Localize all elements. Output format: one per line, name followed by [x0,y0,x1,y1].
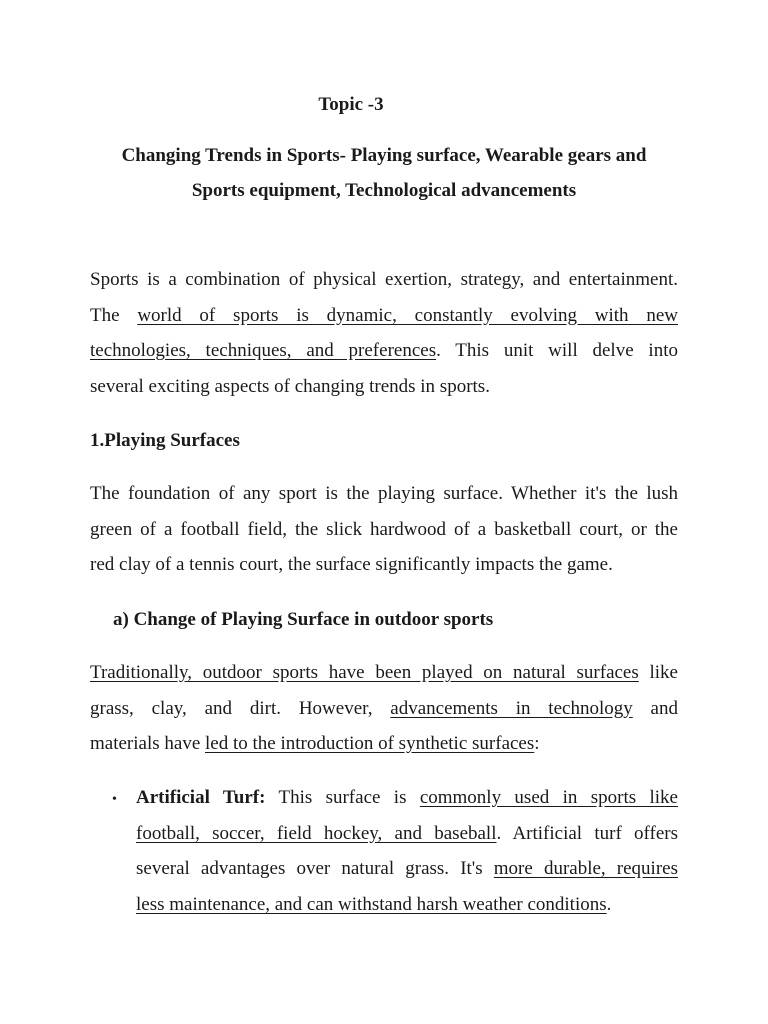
underlined-text: more durable, requires [493,858,678,879]
topic-label: Topic -3 [318,94,384,115]
od-line-1 [90,655,678,691]
bold-label: Artificial Turf: [136,787,266,808]
bt-line-2 [136,816,678,852]
underlined-text: less maintenance, and can withstand harsh weather conditions [136,893,607,915]
subsection-heading-outdoor: a) Change of Playing Surface in outdoor sports [113,609,494,630]
od-line-3 [90,726,678,762]
intro-paragraph [90,262,678,404]
intro-line-4 [90,369,678,405]
text-run: : [534,733,540,754]
title-line-2: Sports equipment, Technological advancements [191,180,577,201]
text-run: . Artificial turf offers [496,822,678,844]
intro-line-1 [90,262,678,298]
text-run: red clay of a tennis court, the surface significantly impacts the game. [90,554,613,575]
intro-line-3 [90,333,678,369]
section-heading-playing-surfaces: 1.Playing Surfaces [90,430,240,451]
underlined-text: Traditionally, outdoor sports have been played on natural surfaces [90,662,639,683]
ps-line-1 [90,476,678,512]
bullet-marker: • [112,792,117,807]
underlined-text: advancements in technology [390,697,633,719]
text-run: like [638,662,678,683]
intro-line-2 [90,298,678,334]
text-run: grass, clay, and dirt. However, [90,697,391,719]
text-run: green of a football field, the slick hardwood of a basketball court, or the [90,518,678,540]
text-run: several advantages over natural grass. It's [136,858,494,879]
outdoor-paragraph [90,655,678,762]
ps-line-3 [90,547,678,583]
ps-line-2 [90,512,678,548]
underlined-text: football, soccer, field hockey, and baseball [136,822,497,844]
bt-line-3 [136,851,678,887]
page-title [96,138,672,208]
text-run: Sports is a combination of physical exertion, strategy, and entertainment. [90,269,678,290]
od-line-2 [90,691,678,727]
text-run: . [606,893,612,915]
underlined-text: technologies, techniques, and preferences [90,340,437,361]
underlined-text: world of sports is dynamic, constantly evolving with new [137,304,678,326]
playing-surfaces-paragraph [90,476,678,583]
text-run: several exciting aspects of changing trends in sports. [90,375,490,397]
text-run: materials have [90,733,206,754]
underlined-text: commonly used in sports like [419,787,678,808]
bt-line-4 [136,887,678,923]
underlined-text: led to the introduction of synthetic surfaces [205,733,535,754]
text-run: The [90,304,138,326]
bullet-artificial-turf [136,780,678,922]
text-run: This surface is [265,787,420,808]
title-line-1: Changing Trends in Sports- Playing surface, Wearable gears and [121,145,647,166]
text-run: and [632,697,678,719]
text-run: . This unit will delve into [436,340,678,361]
text-run: The foundation of any sport is the playing surface. Whether it's the lush [90,483,678,504]
bt-line-1 [136,780,678,816]
